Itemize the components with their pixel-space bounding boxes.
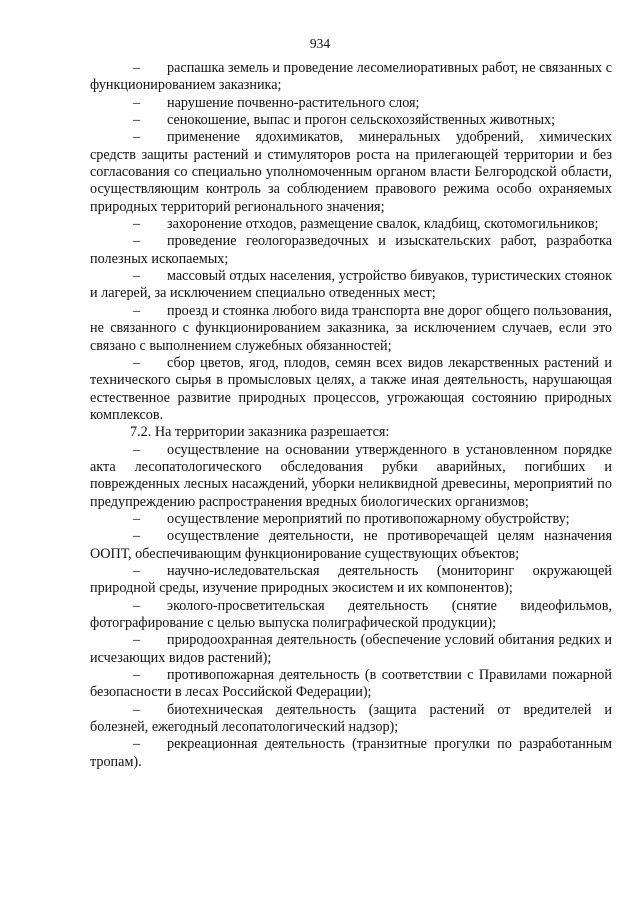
list-dash: –: [133, 736, 141, 753]
list-item: [90, 60, 612, 95]
list-item: [90, 511, 612, 528]
list-dash: –: [133, 441, 141, 458]
list-dash: –: [133, 268, 141, 285]
paragraph-text: проведение геологоразведочных и изыскательских работ, разработка полезных ископаемых;: [90, 233, 612, 267]
list-item: [90, 268, 612, 303]
list-item: [90, 216, 612, 233]
paragraph-text: научно-иследовательская деятельность (мониторинг окружающей природной среды, изучение природных экосистем и их компонентов);: [90, 562, 612, 597]
list-dash: –: [133, 60, 141, 76]
list-item: [90, 355, 612, 424]
list-dash: –: [133, 701, 141, 718]
list-item: [90, 563, 612, 598]
list-item: [90, 667, 612, 702]
paragraph-text: сбор цветов, ягод, плодов, семян всех видов лекарственных растений и технического сырья в промысловых целях, а также иная деятельность, нарушающая естественное развитие природных процессов, угрожающая состоянию природных комплексов.: [90, 354, 612, 423]
list-item: [90, 736, 612, 771]
paragraph-text: природоохранная деятельность (обеспечение условий обитания редких и исчезающих видов растений);: [90, 632, 612, 666]
list-item: [90, 303, 612, 355]
paragraph-text: захоронение отходов, размещение свалок, кладбищ, скотомогильников;: [167, 216, 599, 233]
list-item: [90, 95, 612, 112]
paragraph-text: проезд и стоянка любого вида транспорта вне дорог общего пользования, не связанного с функционированием заказника, за исключением случаев, если это связано с выполнением служебных обязанностей;: [90, 302, 612, 354]
document-body: [90, 60, 612, 771]
list-dash: –: [133, 94, 141, 111]
paragraph-text: эколого-просветительская деятельность (снятие видеофильмов, фотографирование с целью выпуска полиграфической продукции);: [90, 597, 612, 631]
list-dash: –: [133, 302, 141, 319]
paragraph-text: осуществление деятельности, не противоречащей целям назначения ООПТ, обеспечивающим функционирование существующих объектов;: [90, 528, 612, 562]
paragraph-text: рекреационная деятельность (транзитные прогулки по разработанным тропам).: [90, 736, 612, 770]
paragraph-text: осуществление мероприятий по противопожарному обустройству;: [167, 510, 570, 527]
paragraph-text: сенокошение, выпас и прогон сельскохозяйственных животных;: [167, 112, 556, 129]
list-item: [90, 233, 612, 268]
paragraph-text: осуществление на основании утвержденного в установленном порядке акта лесопатологического обследования рубки аварийных, погибших и поврежденных лесных насаждений, уборки неликвидной древесины, мероприятий по предупреждению распространения вредных биологических организмов;: [90, 441, 612, 510]
list-item: [90, 129, 612, 216]
list-dash: –: [133, 510, 141, 527]
list-dash: –: [133, 129, 141, 146]
list-dash: –: [133, 112, 141, 129]
list-item: [90, 702, 612, 737]
list-item: [90, 632, 612, 667]
list-dash: –: [133, 667, 141, 684]
paragraph-text: нарушение почвенно-растительного слоя;: [167, 94, 420, 111]
list-dash: –: [133, 528, 141, 545]
paragraph-text: применение ядохимикатов, минеральных удобрений, химических средств защиты растений и стимуляторов роста на прилегающей территории и без согласования со специально уполномоченным органом власти Белгородской области, осуществляющим контроль за соблюдением правового режима особо охраняемых природных территорий регионального значения;: [90, 129, 612, 215]
paragraph-text: биотехническая деятельность (защита растений от вредителей и болезней, ежегодный лесопатологический надзор);: [90, 701, 612, 736]
list-dash: –: [133, 354, 141, 371]
list-item: [90, 112, 612, 129]
paragraph-text: распашка земель и проведение лесомелиоративных работ, не связанных с функционированием заказника;: [90, 60, 612, 94]
paragraph-text: массовый отдых населения, устройство бивуаков, туристических стоянок и лагерей, за исключением специально отведенных мест;: [90, 268, 612, 302]
list-dash: –: [133, 632, 141, 649]
section-heading: [90, 424, 612, 441]
paragraph-text: противопожарная деятельность (в соответствии с Правилами пожарной безопасности в лесах Российской Федерации);: [90, 667, 612, 701]
list-item: [90, 442, 612, 511]
paragraph-text: 7.2. На территории заказника разрешается:: [130, 424, 390, 441]
list-item: [90, 598, 612, 633]
list-dash: –: [133, 233, 141, 250]
list-dash: –: [133, 597, 141, 614]
list-dash: –: [133, 562, 141, 579]
page-number: 934: [309, 36, 331, 51]
list-dash: –: [133, 216, 141, 233]
list-item: [90, 528, 612, 563]
